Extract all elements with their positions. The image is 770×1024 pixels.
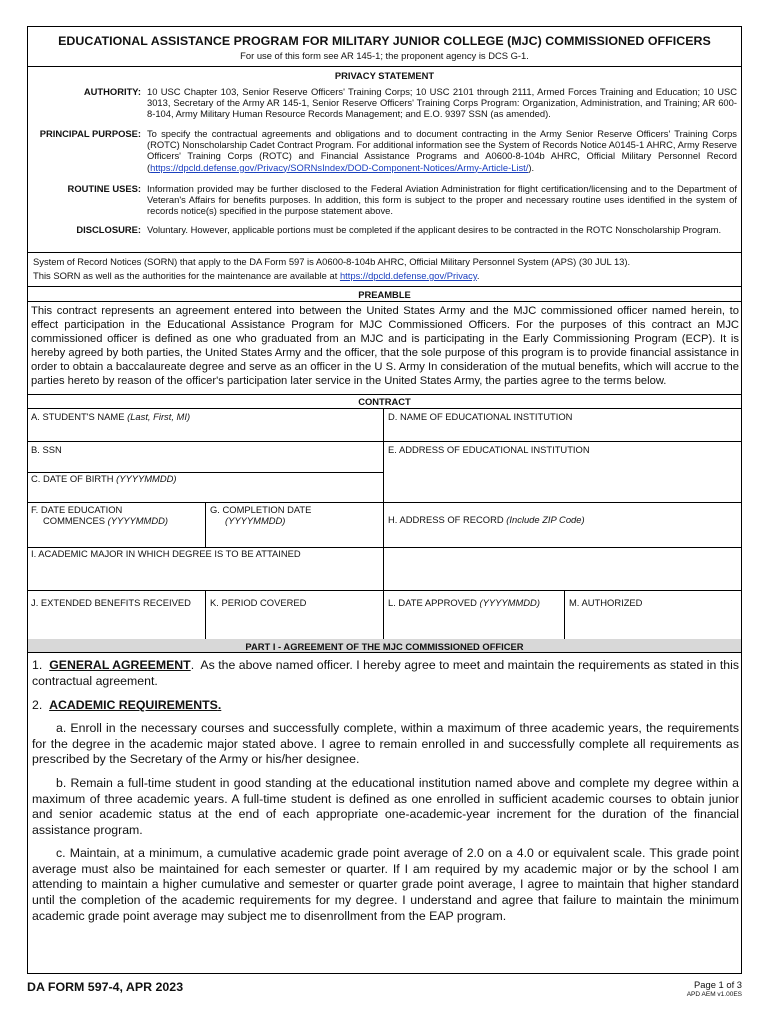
part1-heading: PART I - AGREEMENT OF THE MJC COMMISSIONED OFFICER <box>245 641 524 652</box>
preamble-heading: PREAMBLE <box>358 289 411 300</box>
da-form-597-4 <box>27 26 742 974</box>
authority-label: AUTHORITY: <box>83 86 141 97</box>
sorn-line-2: This SORN as well as the authorities for the maintenance are available at https://dpcld.defense.gov/Privacy. <box>33 270 480 281</box>
form-subtitle: For use of this form see AR 145-1; the proponent agency is DCS G-1. <box>240 50 529 61</box>
authority-text: 10 USC Chapter 103, Senior Reserve Officers' Training Corps; 10 USC 2101 through 2111, Armed Forces Training and Education; 10 USC 3013, Secretary of the Army AR 145-1, Senior Reserve Officers' Training Corps Program: Organization, Administration, and Training; AR 600-8-104, Army Military Human Resource Records Management; and E.O. 9397 SSN (as amended). <box>147 86 737 120</box>
education-commences-field[interactable]: F. DATE EDUCATION COMMENCES (YYYYMMDD) <box>31 504 169 526</box>
preamble-text: This contract represents an agreement entered into between the United States Army and the MJC commissioned officer named herein, to effect participation in the Educational Assistance Program for MJC Commissioned Officers. For the purposes of this contract an MJC commissioned officer is defined as one who graduated from an MJC and is participating in the Early Commissioning Program (ECP). It is hereby agreed by both parties, the United States Army and the officer, that the sole purpose of this program is to provide financial assistance in order to obtain a baccalaureate degree and serve as an officer in the U S. Army In consideration of the mutual benefits, which will accrue to the parties hereto by reason of the officer's participation later service in the United States Army, the parties agree to the terms below. <box>31 305 739 388</box>
general-agreement-paragraph: 1. GENERAL AGREEMENT. As the above named officer. I hereby agree to meet and maintain the requirements as stated in this contractual agreement. <box>32 658 739 688</box>
contract-heading: CONTRACT <box>358 396 411 407</box>
principal-purpose-text: To specify the contractual agreements and obligations and to document contracting in the Army Senior Reserve Officers' Training Corps (ROTC) Nonscholarship Cadet Contract Program. For additional information see the System of Records Notice A0145-1 AHRC, Army Reserve Officers' Training Corps (ROTC) and Financial Assistance Programs and A0600-8-104b AHRC, Official Military Personnel Record (https://dpcld.defense.gov/Privacy/SORNsIndex/DOD-Component-Notices/Army-Article-List/). <box>147 128 737 173</box>
authorized-field[interactable]: M. AUTHORIZED <box>569 597 643 608</box>
routine-uses-label: ROUTINE USES: <box>67 183 141 194</box>
routine-uses-text: Information provided may be further disclosed to the Federal Aviation Administration for flight certification/licensing and to the Department of Veteran's Affairs for benefits purposes. In addition, this form is subject to the proper and necessary routine uses identified in the system of records notice(s) specified in the purpose statement above. <box>147 183 737 217</box>
institution-name-field[interactable]: D. NAME OF EDUCATIONAL INSTITUTION <box>388 411 573 422</box>
academic-major-field[interactable]: I. ACADEMIC MAJOR IN WHICH DEGREE IS TO BE ATTAINED <box>31 548 301 559</box>
disclosure-label: DISCLOSURE: <box>76 224 141 235</box>
ssn-field[interactable]: B. SSN <box>31 444 62 455</box>
date-of-birth-field[interactable]: C. DATE OF BIRTH (YYYYMMDD) <box>31 473 177 484</box>
institution-address-field[interactable]: E. ADDRESS OF EDUCATIONAL INSTITUTION <box>388 444 590 455</box>
academic-requirements-heading: 2. ACADEMIC REQUIREMENTS. <box>32 698 222 712</box>
page-number: Page 1 of 3 <box>694 979 742 990</box>
students-name-field[interactable]: A. STUDENT'S NAME (Last, First, MI) <box>31 411 191 422</box>
sorn-line-1: System of Record Notices (SORN) that apply to the DA Form 597 is A0600-8-104b AHRC, Official Military Personnel System (APS) (30 JUL 13). <box>33 256 631 267</box>
address-of-record-field[interactable]: H. ADDRESS OF RECORD (Include ZIP Code) <box>388 514 585 525</box>
version-code: APD AEM v1.00ES <box>686 991 742 998</box>
privacy-statement-heading: PRIVACY STATEMENT <box>334 70 435 81</box>
academic-requirement-c: c. Maintain, at a minimum, a cumulative academic grade point average of 2.0 on a 4.0 or equivalent scale. This grade point average must also be maintained for each semester or quarter. If I am required by my academic major or by the school I am attending to maintain a higher cumulative and semester or quarter grade point average, I agree to maintain that higher standard until the completion of the academic requirements for my degree. I understand and agree that failure to maintain the minimum academic grade point average may subject me to disenrollment from the EAP program. <box>32 846 739 923</box>
extended-benefits-field[interactable]: J. EXTENDED BENEFITS RECEIVED <box>31 597 191 608</box>
period-covered-field[interactable]: K. PERIOD COVERED <box>210 597 307 608</box>
disclosure-text: Voluntary. However, applicable portions must be completed if the applicant desires to be contracted in the ROTC Nonscholarship Program. <box>147 224 722 235</box>
completion-date-field[interactable]: G. COMPLETION DATE (YYYYMMDD) <box>210 504 312 526</box>
form-title: EDUCATIONAL ASSISTANCE PROGRAM FOR MILITARY JUNIOR COLLEGE (MJC) COMMISSIONED OFFICERS <box>58 34 711 48</box>
academic-requirement-a: a. Enroll in the necessary courses and successfully complete, within a maximum of three academic years, the requirements for the degree in the academic major stated above. I agree to remain enrolled in and successfully complete all requirements as prescribed by the Secretary of the Army or his/her designee. <box>32 721 739 767</box>
date-approved-field[interactable]: L. DATE APPROVED (YYYYMMDD) <box>388 597 540 608</box>
principal-purpose-label: PRINCIPAL PURPOSE: <box>39 128 141 139</box>
academic-requirement-b: b. Remain a full-time student in good standing at the educational institution named above and complete my degree within a maximum of three academic years. A full-time student is defined as one enrolled in sufficient academic courses to obtain junior and senior academic status at the end of each appropriate one-academic-year increment for the duration of the financial assistance program. <box>32 776 739 838</box>
sorn-army-article-list-link[interactable]: https://dpcld.defense.gov/Privacy/SORNsIndex/DOD-Component-Notices/Army-Article-List/ <box>150 161 529 173</box>
privacy-link[interactable]: https://dpcld.defense.gov/Privacy <box>339 270 477 281</box>
form-identifier: DA FORM 597-4, APR 2023 <box>27 980 184 994</box>
